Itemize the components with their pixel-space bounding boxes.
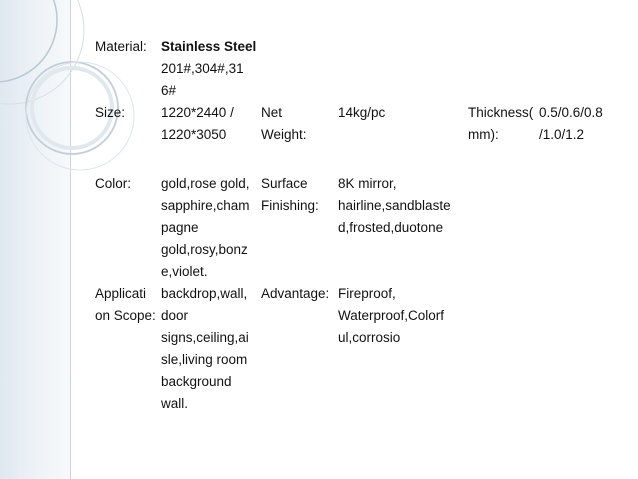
size-value: 1220*2440 / 1220*3050 <box>161 105 234 142</box>
ring-2 <box>0 0 84 104</box>
advantage-value: Fireproof, Waterproof,Colorf ul,corrosio <box>338 286 445 345</box>
application-scope-label: Applicati on Scope: <box>95 286 156 323</box>
surface-finishing-value: 8K mirror, hairline,sandblaste d,frosted,duotone <box>338 176 451 235</box>
advantage-label: Advantage: <box>261 286 330 301</box>
thickness-value: 0.5/0.6/0.8 /1.0/1.2 <box>539 105 603 142</box>
color-label: Color: <box>95 176 132 191</box>
ring-1 <box>0 0 57 82</box>
decorative-rings <box>0 0 140 180</box>
surface-finishing-label: Surface Finishing: <box>261 176 319 213</box>
size-label: Size: <box>95 105 126 120</box>
color-value: gold,rose gold, sapphire,cham pagne gold,rosy,bonz e,violet. <box>161 176 250 279</box>
material-name: Stainless Steel <box>161 39 257 54</box>
net-weight-label: Net Weight: <box>261 105 307 142</box>
application-scope-value: backdrop,wall, door signs,ceiling,ai sle,living room background wall. <box>161 286 249 411</box>
net-weight-value: 14kg/pc <box>338 105 386 120</box>
thickness-label: Thickness( mm): <box>468 105 534 142</box>
material-label: Material: <box>95 39 147 54</box>
material-value: Stainless Steel 201#,304#,31 6# <box>161 39 257 98</box>
